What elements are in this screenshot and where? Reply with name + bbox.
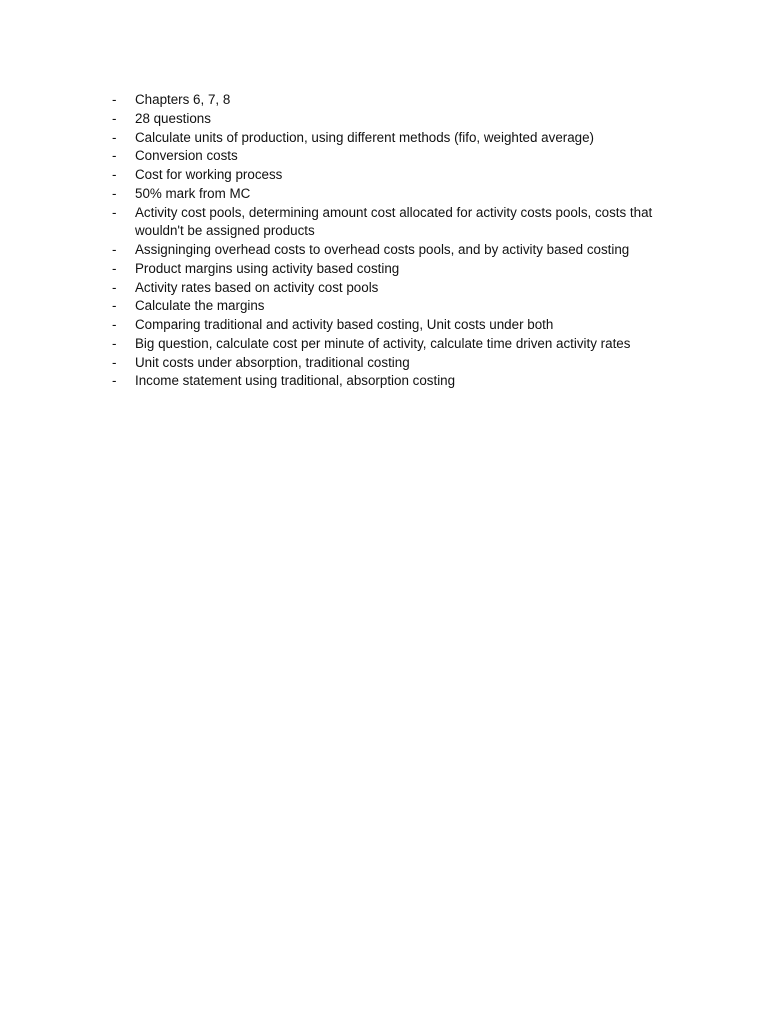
list-item [112,354,682,373]
bullet-marker: - [112,242,117,257]
bullet-marker: - [112,354,117,370]
list-item [112,335,682,354]
bullet-marker: - [112,129,117,145]
bullet-marker: - [112,204,117,220]
list-item-text: Calculate the margins [135,298,265,314]
bullet-marker: - [112,148,117,164]
list-item [112,204,682,242]
bullet-marker: - [112,298,117,314]
bullet-marker: - [112,335,117,351]
bullet-marker: - [112,167,117,182]
list-item [112,279,682,298]
list-item-text: 50% mark from MC [135,185,251,201]
list-item [112,316,682,335]
list-item-text: Product margins using activity based costing [135,260,400,276]
list-item-text: Big question, calculate cost per minute of activity, calculate time driven activity rates [135,335,631,351]
bullet-marker: - [112,317,117,332]
bullet-marker: - [112,279,117,295]
list-item-text: Assigninging overhead costs to overhead costs pools, and by activity based costing [135,242,630,257]
list-item [112,260,682,279]
bullet-marker: - [112,260,117,276]
bullet-marker: - [112,185,117,201]
list-item-text: Income statement using traditional, absorption costing [135,373,456,389]
list-item-text: Conversion costs [135,148,238,164]
list-item-text: Chapters 6, 7, 8 [135,92,231,107]
list-item [112,297,682,316]
list-item-text: Comparing traditional and activity based costing, Unit costs under both [135,317,554,332]
notes-list [112,91,682,391]
list-item [112,91,682,110]
list-item-text: 28 questions [135,110,211,126]
list-item [112,110,682,129]
list-item-text: Cost for working process [135,167,283,182]
bullet-marker: - [112,110,117,126]
list-item-text: Activity cost pools, determining amount cost allocated for activity costs pools, costs that wouldn't be assigned products [135,204,653,239]
list-item [112,129,682,148]
list-item-text: Activity rates based on activity cost pools [135,279,379,295]
list-item [112,241,682,260]
list-item [112,147,682,166]
list-item [112,185,682,204]
list-item-text: Unit costs under absorption, traditional costing [135,354,410,370]
list-item [112,166,682,185]
bullet-marker: - [112,92,117,107]
list-item-text: Calculate units of production, using different methods (fifo, weighted average) [135,129,595,145]
list-item [112,372,682,391]
bullet-marker: - [112,373,117,389]
